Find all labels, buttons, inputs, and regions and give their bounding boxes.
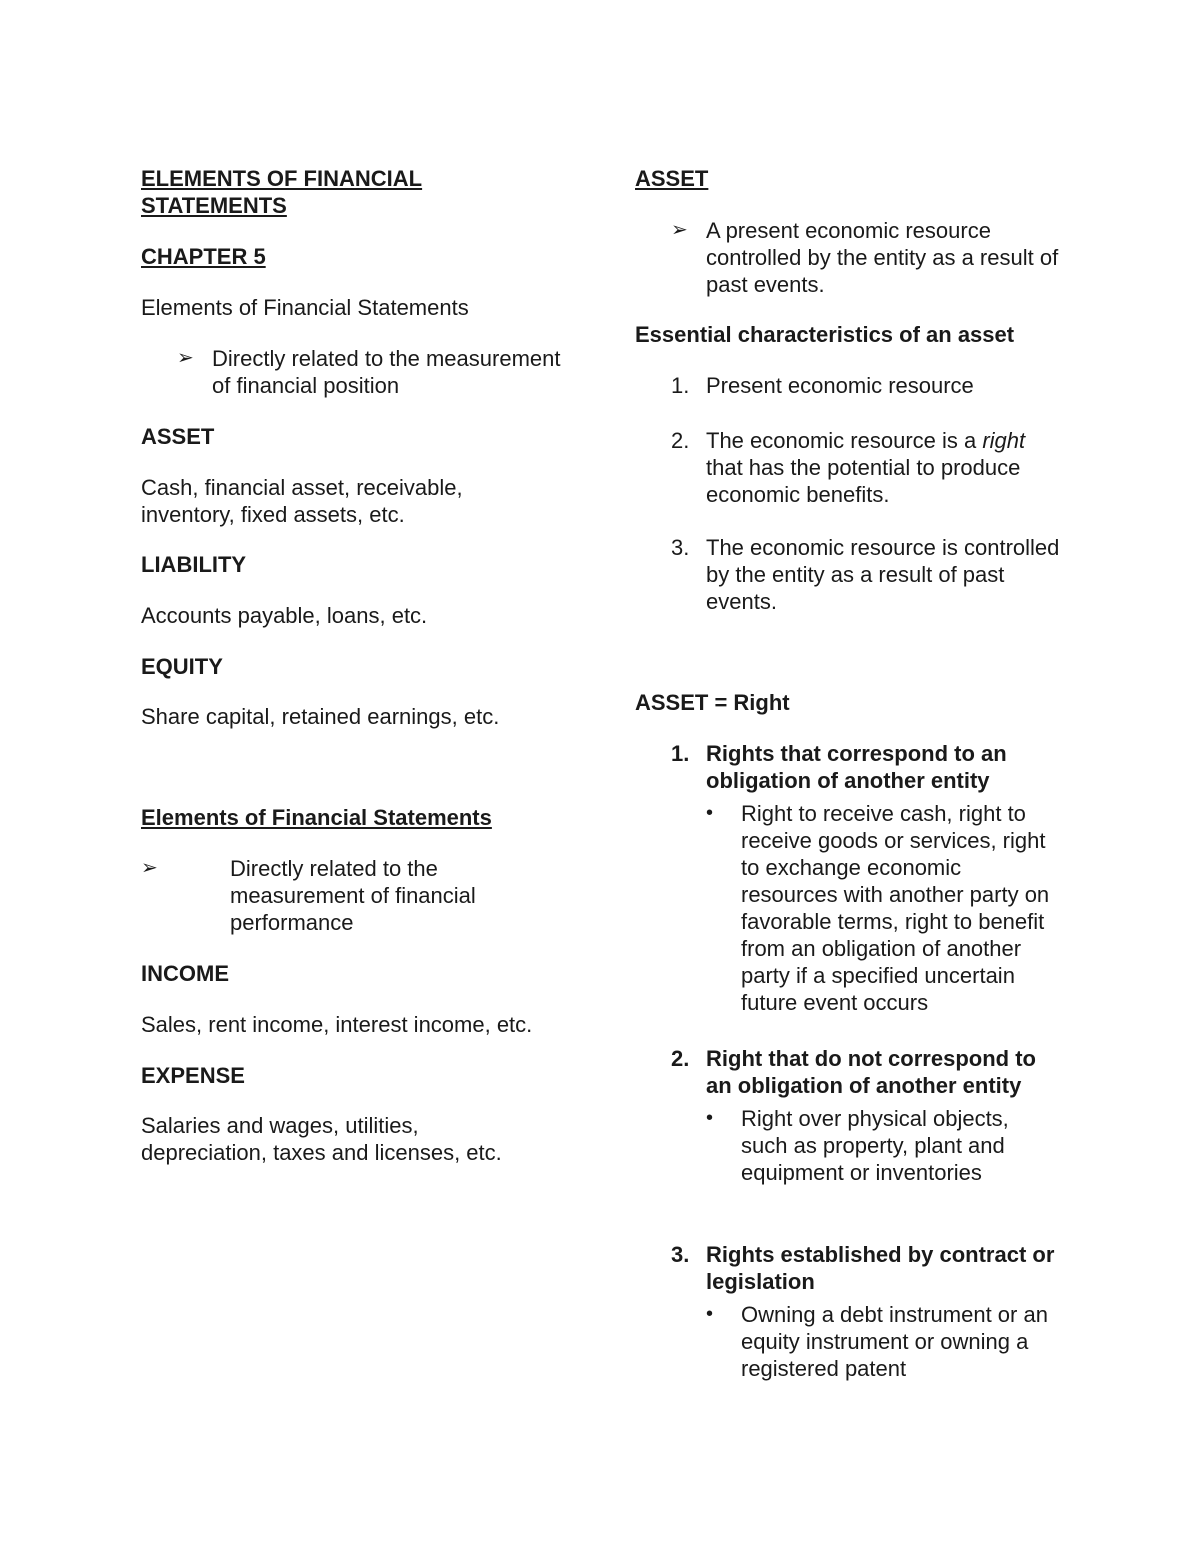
position-note: ➢ Directly related to the measurement of financial position: [177, 346, 561, 398]
right-item: 3. Rights established by contract or legislation • Owning a debt instrument or an equity instrument or owning a registered patent: [671, 1242, 1055, 1381]
asset-right-heading: ASSET = Right: [635, 690, 790, 715]
document-title: ELEMENTS OF FINANCIAL STATEMENTS: [141, 166, 423, 218]
bullet-icon: •: [706, 802, 714, 824]
income-heading: INCOME: [141, 961, 229, 986]
bullet-icon: •: [706, 1303, 714, 1325]
performance-heading: Elements of Financial Statements: [141, 805, 492, 830]
characteristic-item: 2. The economic resource is a right that has the potential to produce economic benefits.: [671, 428, 1026, 507]
arrow-icon: ➢: [177, 347, 194, 369]
income-examples: Sales, rent income, interest income, etc.: [141, 1012, 533, 1037]
chapter-label: CHAPTER 5: [141, 244, 266, 269]
intro-text: Elements of Financial Statements: [141, 295, 469, 320]
asset-heading-right: ASSET: [635, 166, 709, 191]
characteristics-heading: Essential characteristics of an asset: [635, 322, 1015, 347]
equity-heading: EQUITY: [141, 654, 223, 679]
characteristic-item: 1. Present economic resource: [671, 373, 974, 398]
asset-heading: ASSET: [141, 424, 215, 449]
right-item: 2. Right that do not correspond to an obligation of another entity • Right over physical objects, such as property, plant and equipment or inventories: [671, 1046, 1036, 1185]
arrow-icon: ➢: [141, 857, 158, 879]
asset-examples: Cash, financial asset, receivable, inventory, fixed assets, etc.: [141, 475, 463, 527]
liability-heading: LIABILITY: [141, 552, 247, 577]
performance-note: ➢ Directly related to the measurement of financial performance: [141, 856, 476, 935]
bullet-icon: •: [706, 1107, 714, 1129]
characteristic-item: 3. The economic resource is controlled by the entity as a result of past events.: [671, 535, 1060, 614]
arrow-icon: ➢: [671, 219, 688, 241]
right-item: 1. Rights that correspond to an obligation of another entity • Right to receive cash, right to receive goods or services, right to exchange economic resources with another party on favorable terms, right to benefit from an obligation of another party if a specified uncertain future event occurs: [671, 741, 1050, 1015]
liability-examples: Accounts payable, loans, etc.: [141, 603, 428, 628]
expense-examples: Salaries and wages, utilities, depreciation, taxes and licenses, etc.: [141, 1113, 502, 1165]
asset-definition: ➢ A present economic resource controlled by the entity as a result of past events.: [671, 218, 1059, 297]
equity-examples: Share capital, retained earnings, etc.: [141, 704, 500, 729]
expense-heading: EXPENSE: [141, 1063, 245, 1088]
